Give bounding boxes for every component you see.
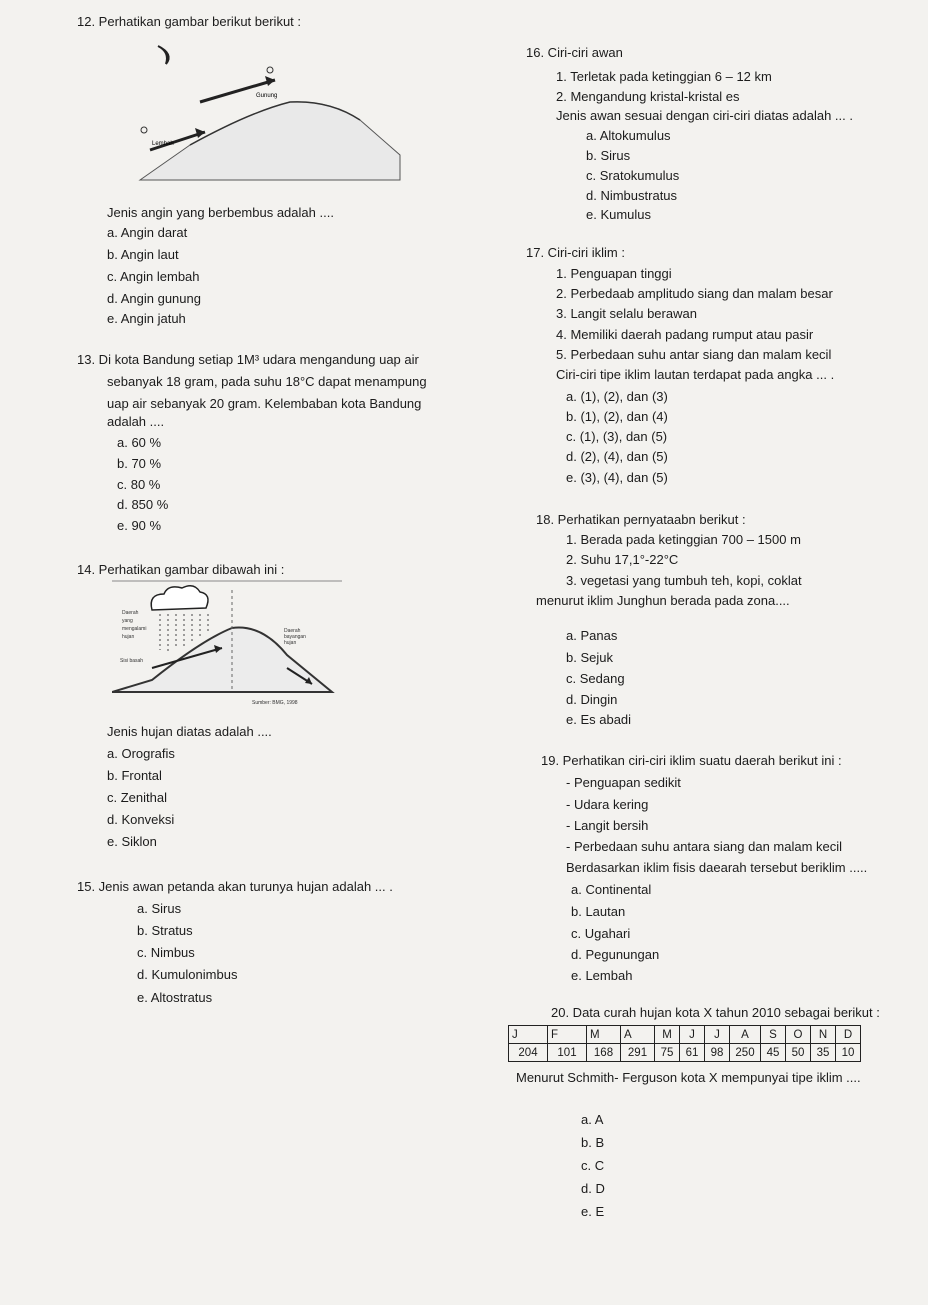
q14-option-a: a. Orografis (107, 746, 175, 761)
q16-option-a: a. Altokumulus (586, 128, 671, 143)
q15-option-c: c. Nimbus (137, 945, 195, 960)
q14-option-c: c. Zenithal (107, 790, 167, 805)
q15-option-b: b. Stratus (137, 923, 193, 938)
value-cell: 45 (761, 1044, 786, 1062)
svg-text:mengalami: mengalami (122, 626, 147, 632)
month-cell: M (587, 1026, 621, 1044)
q15-question: 15. Jenis awan petanda akan turunya hujan adalah ... . (77, 879, 393, 894)
q19-question: Berdasarkan iklim fisis daearah tersebut beriklim ..... (566, 860, 868, 875)
q20-option-d: d. D (581, 1181, 605, 1196)
q17-option-e: e. (3), (4), dan (5) (566, 470, 668, 485)
value-cell: 50 (786, 1044, 811, 1062)
table-row-values (509, 1044, 861, 1062)
month-cell: A (621, 1026, 655, 1044)
q18-option-e: e. Es abadi (566, 712, 632, 727)
q16-option-b: b. Sirus (586, 148, 631, 163)
q13-line-1: 13. Di kota Bandung setiap 1M³ udara mengandung uap air (77, 352, 419, 367)
q16-option-e: e. Kumulus (586, 207, 652, 222)
month-cell: J (680, 1026, 705, 1044)
q17-title: 17. Ciri-ciri iklim : (526, 245, 625, 260)
cloud-icon (151, 586, 208, 610)
q13-option-b: b. 70 % (117, 456, 162, 471)
q14-stem: 14. Perhatikan gambar dibawah ini : (77, 562, 285, 577)
q12-option-b: b. Angin laut (107, 247, 179, 262)
q19-option-c: c. Ugahari (571, 926, 631, 941)
q15-option-d: d. Kumulonimbus (137, 967, 238, 982)
svg-text:Sisi basah: Sisi basah (120, 658, 144, 664)
svg-text:hujan: hujan (284, 640, 297, 646)
q14-orographic-rain-figure (112, 580, 344, 712)
rainfall-table (508, 1025, 861, 1062)
q20-option-c: c. C (581, 1158, 605, 1173)
value-cell: 101 (548, 1044, 587, 1062)
value-cell: 204 (509, 1044, 548, 1062)
q15-option-a: a. Sirus (137, 901, 182, 916)
q12-option-c: c. Angin lembah (107, 269, 200, 284)
value-cell: 168 (587, 1044, 621, 1062)
value-cell: 98 (705, 1044, 730, 1062)
q17-item-3: 3. Langit selalu berawan (556, 306, 697, 321)
q16-question: Jenis awan sesuai dengan ciri-ciri diatas adalah ... . (556, 108, 853, 123)
q20-option-a: a. A (581, 1112, 604, 1127)
q17-question: Ciri-ciri tipe iklim lautan terdapat pada angka ... . (556, 367, 835, 382)
q16-item-2: 2. Mengandung kristal-kristal es (556, 89, 740, 104)
q12-question: Jenis angin yang berbembus adalah .... (107, 205, 334, 220)
q12-option-d: d. Angin gunung (107, 291, 201, 306)
q17-item-5: 5. Perbedaan suhu antar siang dan malam kecil (556, 347, 832, 362)
q19-option-d: d. Pegunungan (571, 947, 660, 962)
q14-option-d: d. Konveksi (107, 812, 175, 827)
q16-option-c: c. Sratokumulus (586, 168, 680, 183)
q12-option-e: e. Angin jatuh (107, 311, 186, 326)
q12-option-a: a. Angin darat (107, 225, 188, 240)
q16-title: 16. Ciri-ciri awan (526, 45, 623, 60)
q15-option-e: e. Altostratus (137, 990, 213, 1005)
month-cell: N (811, 1026, 836, 1044)
q13-option-a: a. 60 % (117, 435, 162, 450)
value-cell: 75 (655, 1044, 680, 1062)
q14-option-b: b. Frontal (107, 768, 162, 783)
q17-option-c: c. (1), (3), dan (5) (566, 429, 668, 444)
q19-option-b: b. Lautan (571, 904, 626, 919)
q16-option-d: d. Nimbustratus (586, 188, 678, 203)
q13-option-d: d. 850 % (117, 497, 169, 512)
month-cell: J (509, 1026, 548, 1044)
q19-item-4: - Perbedaan suhu antara siang dan malam kecil (566, 839, 843, 854)
month-cell: O (786, 1026, 811, 1044)
value-cell: 10 (836, 1044, 861, 1062)
q18-title: 18. Perhatikan pernyataabn berikut : (536, 512, 746, 527)
q18-item-2: 2. Suhu 17,1°-22°C (566, 552, 679, 567)
svg-text:bayangan: bayangan (284, 634, 306, 640)
month-cell: A (730, 1026, 761, 1044)
q17-option-d: d. (2), (4), dan (5) (566, 449, 668, 464)
month-cell: M (655, 1026, 680, 1044)
svg-text:Sumber: BMG, 1998: Sumber: BMG, 1998 (252, 700, 298, 706)
q12-stem: 12. Perhatikan gambar berikut berikut : (77, 14, 302, 29)
q17-option-a: a. (1), (2), dan (3) (566, 389, 668, 404)
q13-option-c: c. 80 % (117, 477, 161, 492)
label-gunung: Gunung (256, 93, 278, 99)
q19-option-a: a. Continental (571, 882, 652, 897)
q17-option-b: b. (1), (2), dan (4) (566, 409, 668, 424)
q18-question: menurut iklim Junghun berada pada zona.... (536, 593, 790, 608)
q19-title: 19. Perhatikan ciri-ciri iklim suatu daerah berikut ini : (541, 753, 842, 768)
q17-item-2: 2. Perbedaab amplitudo siang dan malam besar (556, 286, 833, 301)
label-lembah: Lembah (152, 141, 174, 147)
q20-option-b: b. B (581, 1135, 605, 1150)
q20-title: 20. Data curah hujan kota X tahun 2010 sebagai berikut : (551, 1005, 880, 1020)
svg-text:hujan: hujan (122, 634, 135, 640)
value-cell: 61 (680, 1044, 705, 1062)
month-cell: S (761, 1026, 786, 1044)
q19-item-2: - Udara kering (566, 797, 649, 812)
q13-line-3: uap air sebanyak 20 gram. Kelembaban kota Bandung (107, 396, 422, 411)
q14-option-e: e. Siklon (107, 834, 157, 849)
q19-item-3: - Langit bersih (566, 818, 649, 833)
month-cell: J (705, 1026, 730, 1044)
table-row-months (509, 1026, 861, 1044)
svg-text:Daerah: Daerah (122, 610, 139, 616)
value-cell: 250 (730, 1044, 761, 1062)
q19-item-1: - Penguapan sedikit (566, 775, 681, 790)
q13-option-e: e. 90 % (117, 518, 162, 533)
q18-option-a: a. Panas (566, 628, 618, 643)
q18-option-c: c. Sedang (566, 671, 625, 686)
q17-item-4: 4. Memiliki daerah padang rumput atau pasir (556, 327, 814, 342)
moon-icon (158, 46, 169, 64)
q20-option-e: e. E (581, 1204, 605, 1219)
month-cell: D (836, 1026, 861, 1044)
q18-item-3: 3. vegetasi yang tumbuh teh, kopi, coklat (566, 573, 802, 588)
q13-line-2: sebanyak 18 gram, pada suhu 18°C dapat menampung (107, 374, 427, 389)
q18-option-b: b. Sejuk (566, 650, 613, 665)
month-cell: F (548, 1026, 587, 1044)
svg-text:yang: yang (122, 618, 133, 624)
value-cell: 35 (811, 1044, 836, 1062)
svg-text:Daerah: Daerah (284, 628, 301, 634)
value-cell: 291 (621, 1044, 655, 1062)
q18-item-1: 1. Berada pada ketinggian 700 – 1500 m (566, 532, 801, 547)
q18-option-d: d. Dingin (566, 692, 618, 707)
q17-item-1: 1. Penguapan tinggi (556, 266, 672, 281)
q19-option-e: e. Lembah (571, 968, 633, 983)
q16-item-1: 1. Terletak pada ketinggian 6 – 12 km (556, 69, 772, 84)
q12-mountain-wind-figure (130, 40, 410, 190)
q14-question: Jenis hujan diatas adalah .... (107, 724, 272, 739)
q13-line-4: adalah .... (107, 414, 165, 429)
q20-question: Menurut Schmith- Ferguson kota X mempunyai tipe iklim .... (516, 1070, 861, 1085)
